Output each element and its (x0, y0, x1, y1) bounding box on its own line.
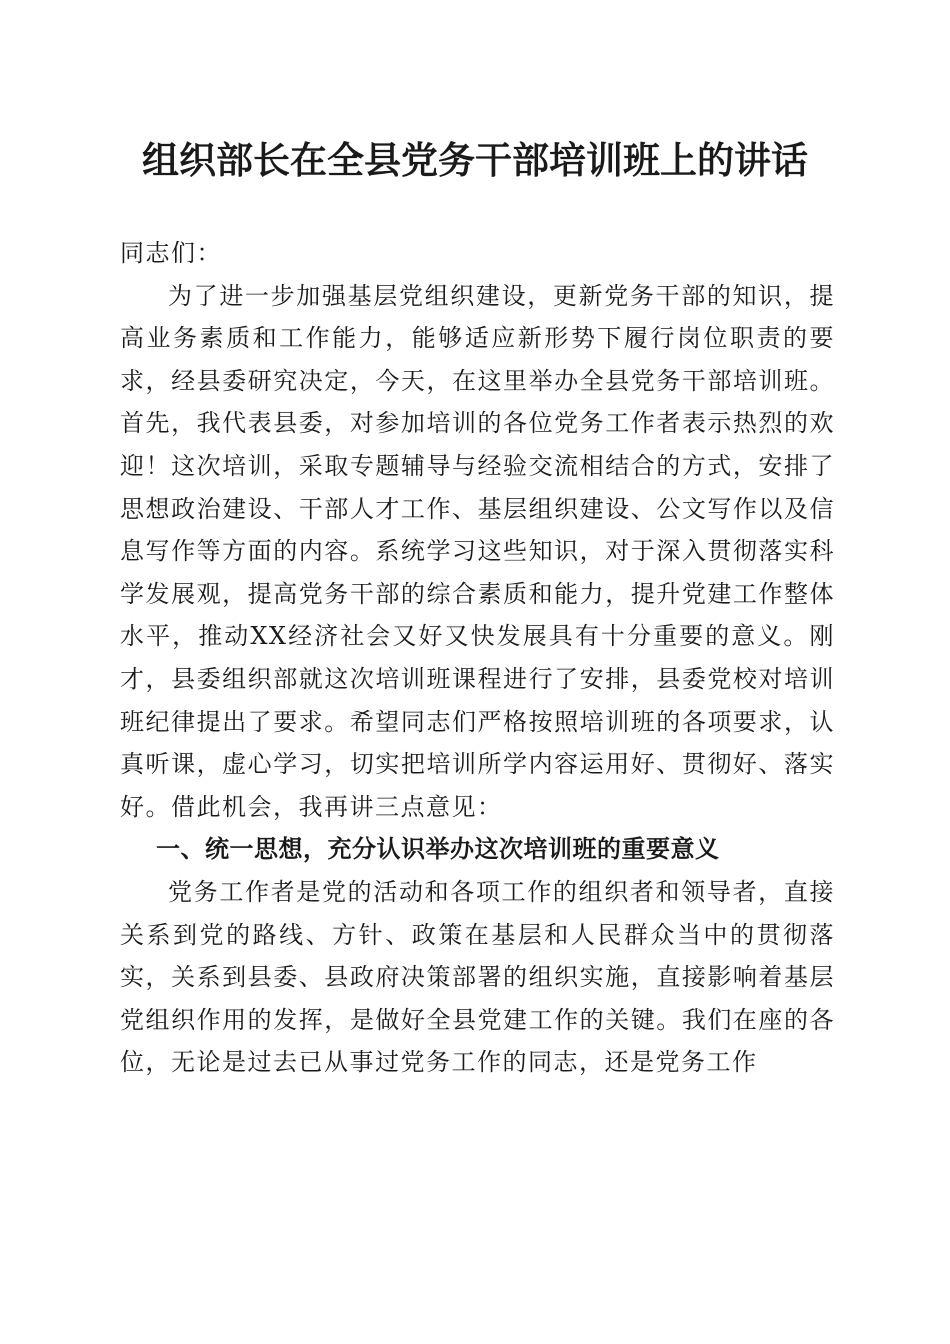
salutation: 同志们： (120, 239, 222, 267)
section-paragraph: 党务工作者是党的活动和各项工作的组织者和领导者，直接关系到党的路线、方针、政策在基层和人民群众当中的贯彻落实，关系到县委、县政府决策部署的组织实施，直接影响着基层党组织作用的发挥，是做好全县党建工作的关键。我们在座的各位，无论是过去已从事过党务工作的同志，还是党务工作 (120, 877, 835, 1077)
document-body (120, 232, 835, 1084)
body-paragraph: 为了进一步加强基层党组织建设，更新党务干部的知识，提高业务素质和工作能力，能够适应新形势下履行岗位职责的要求，经县委研究决定，今天，在这里举办全县党务干部培训班。首先，我代表县委，对参加培训的各位党务工作者表示热烈的欢迎！这次培训，采取专题辅导与经验交流相结合的方式，安排了思想政治建设、干部人才工作、基层组织建设、公文写作以及信息写作等方面的内容。系统学习这些知识，对于深入贯彻落实科学发展观，提高党务干部的综合素质和能力，提升党建工作整体水平，推动XX经济社会又好又快发展具有十分重要的意义。刚才，县委组织部就这次培训班课程进行了安排，县委党校对培训班纪律提出了要求。希望同志们严格按照培训班的各项要求，认真听课，虚心学习，切实把培训所学内容运用好、贯彻好、落实好。借此机会，我再讲三点意见： (120, 281, 835, 821)
document-title: 组织部长在全县党务干部培训班上的讲话 (142, 138, 808, 182)
section-heading: 一、统一思想，充分认识举办这次培训班的重要意义 (156, 835, 720, 864)
